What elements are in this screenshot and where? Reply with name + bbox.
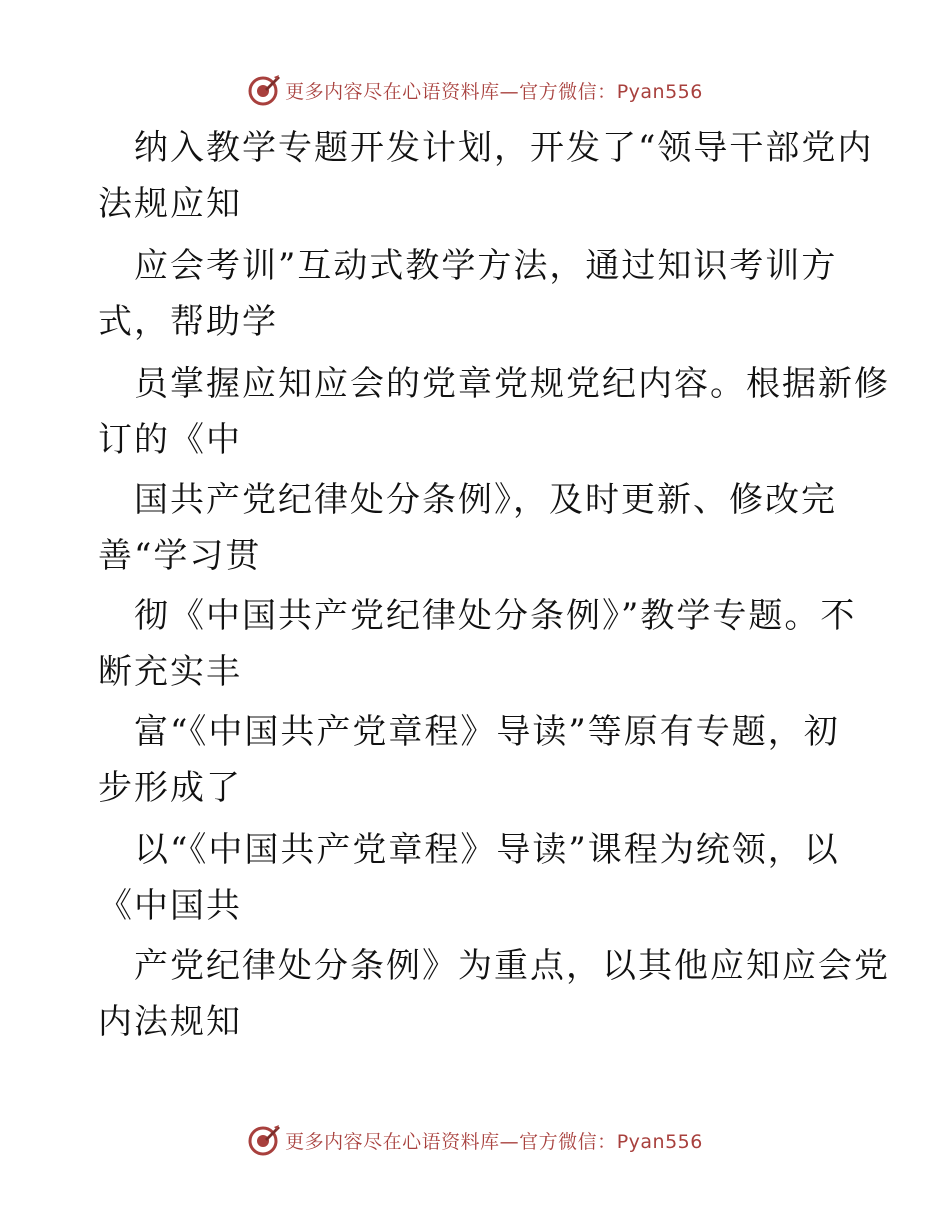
- body-line: 纳入教学专题开发计划，开发了“领导干部党内: [134, 128, 874, 168]
- footer-wechat-id: Pyan556: [616, 1130, 703, 1153]
- body-line: 断充实丰: [98, 652, 242, 692]
- body-line: 《中国共: [98, 886, 242, 926]
- body-line: 员掌握应知应会的党章党规党纪内容。根据新修: [134, 364, 890, 404]
- body-line: 善“学习贯: [98, 536, 262, 576]
- header-banner: [0, 68, 950, 112]
- body-line: 内法规知: [98, 1002, 242, 1042]
- footer-brand: 更多内容尽在心语资料库: [285, 1130, 500, 1153]
- quill-logo-icon: [247, 1123, 281, 1157]
- body-line: 以“《中国共产党章程》导读”课程为统领，以: [134, 830, 840, 870]
- quill-logo-icon: [247, 73, 281, 107]
- footer-dash: —: [499, 1130, 520, 1153]
- body-line: 法规应知: [98, 184, 242, 224]
- body-line: 式，帮助学: [98, 302, 278, 342]
- footer-wechat-label: 官方微信：: [519, 1130, 617, 1153]
- header-wechat-id: Pyan556: [616, 80, 703, 103]
- body-line: 彻《中国共产党纪律处分条例》”教学专题。不: [134, 596, 857, 636]
- header-dash: —: [499, 80, 520, 103]
- body-line: 产党纪律处分条例》为重点，以其他应知应会党: [134, 946, 890, 986]
- header-brand: 更多内容尽在心语资料库: [285, 80, 500, 103]
- body-line: 应会考训”互动式教学方法，通过知识考训方: [134, 246, 838, 286]
- body-line: 富“《中国共产党章程》导读”等原有专题，初: [134, 712, 840, 752]
- body-line: 订的《中: [98, 420, 242, 460]
- header-wechat-label: 官方微信：: [519, 80, 617, 103]
- body-line: 国共产党纪律处分条例》，及时更新、修改完: [134, 480, 837, 520]
- footer-banner: [0, 1118, 950, 1162]
- header-text: [285, 77, 703, 104]
- footer-text: [285, 1127, 703, 1154]
- body-line: 步形成了: [98, 768, 242, 808]
